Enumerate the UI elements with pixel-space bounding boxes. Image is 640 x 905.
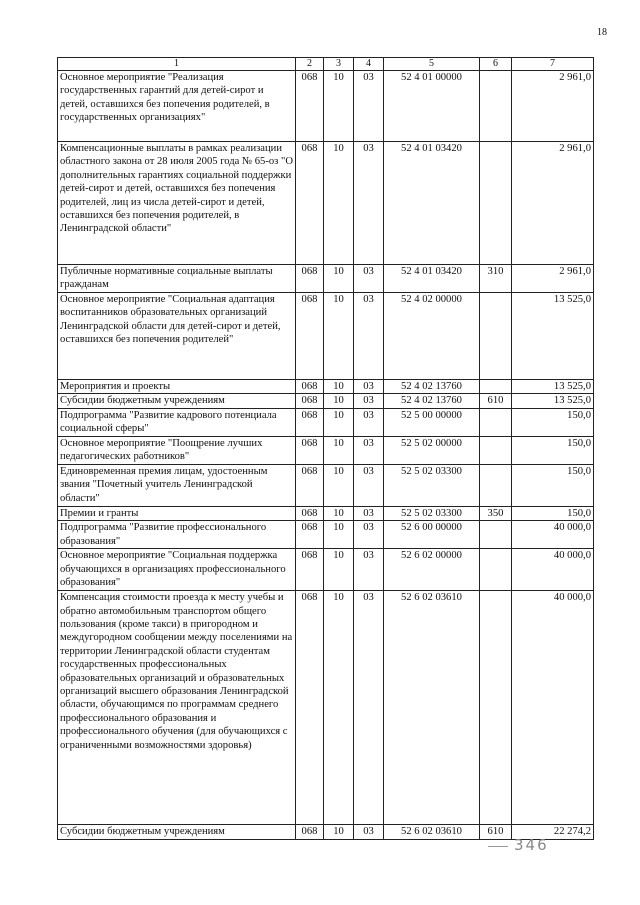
- row-section: 10: [324, 521, 354, 549]
- row-name: Публичные нормативные социальные выплаты гражданам: [58, 265, 296, 293]
- row-section: 10: [324, 380, 354, 394]
- row-amount: 22 274,2: [512, 825, 594, 839]
- row-subsection: 03: [354, 549, 384, 591]
- header-cell: 5: [384, 58, 480, 71]
- row-name: Подпрограмма "Развитие кадрового потенциала социальной сферы": [58, 408, 296, 436]
- budget-table: [57, 57, 594, 840]
- table-row: [58, 591, 594, 825]
- row-amount: 150,0: [512, 464, 594, 506]
- row-section: 10: [324, 408, 354, 436]
- row-ministry: 068: [296, 521, 324, 549]
- row-ministry: 068: [296, 436, 324, 464]
- row-subsection: 03: [354, 71, 384, 142]
- row-ministry: 068: [296, 825, 324, 839]
- row-ministry: 068: [296, 71, 324, 142]
- row-amount: 150,0: [512, 506, 594, 520]
- row-expense-type: [480, 464, 512, 506]
- row-subsection: 03: [354, 436, 384, 464]
- row-target-code: 52 5 02 03300: [384, 506, 480, 520]
- row-amount: 40 000,0: [512, 591, 594, 825]
- row-amount: 2 961,0: [512, 71, 594, 142]
- row-name: Компенсационные выплаты в рамках реализации областного закона от 28 июля 2005 года № 65-оз "О дополнительных гарантиях социальной поддержки детей-сирот и детей, оставшихся без попечения родителей, лиц из числа детей-сирот и детей, оставшихся без попечения родителей, в Ленинградской области": [58, 142, 296, 265]
- stamp-dash: [488, 846, 508, 847]
- row-subsection: 03: [354, 293, 384, 380]
- row-name: Компенсация стоимости проезда к месту учебы и обратно автомобильным транспортом общего пользования (кроме такси) в пригородном и междугородном сообщении между поселениями на территории Ленинградской области студентам государственных профессиональных образовательных организаций и образовательных организаций высшего образования Ленинградской области, обучающимся по программам среднего профессионального образования и профессионального обучения (для обучающихся с ограниченными возможностями здоровья): [58, 591, 296, 825]
- row-target-code: 52 5 00 00000: [384, 408, 480, 436]
- row-name: Основное мероприятие "Социальная адаптация воспитанников образовательных организаций Ленинградской области для детей-сирот и детей, оставшихся без попечения родителей": [58, 293, 296, 380]
- row-section: 10: [324, 293, 354, 380]
- row-subsection: 03: [354, 506, 384, 520]
- row-expense-type: [480, 71, 512, 142]
- row-name: Основное мероприятие "Реализация государственных гарантий для детей-сирот и детей, оставшихся без попечения родителей, в государственных организациях": [58, 71, 296, 142]
- row-target-code: 52 6 02 00000: [384, 549, 480, 591]
- table-row: [58, 71, 594, 142]
- row-ministry: 068: [296, 380, 324, 394]
- header-cell: 3: [324, 58, 354, 71]
- row-target-code: 52 4 01 00000: [384, 71, 480, 142]
- row-expense-type: [480, 436, 512, 464]
- row-section: 10: [324, 825, 354, 839]
- row-ministry: 068: [296, 394, 324, 408]
- row-section: 10: [324, 506, 354, 520]
- row-expense-type: [480, 293, 512, 380]
- row-name: Единовременная премия лицам, удостоенным звания "Почетный учитель Ленинградской области": [58, 464, 296, 506]
- row-expense-type: 350: [480, 506, 512, 520]
- table-row: [58, 436, 594, 464]
- table-row: [58, 380, 594, 394]
- row-expense-type: 310: [480, 265, 512, 293]
- row-expense-type: [480, 408, 512, 436]
- row-target-code: 52 5 02 03300: [384, 464, 480, 506]
- row-expense-type: [480, 380, 512, 394]
- table-row: [58, 464, 594, 506]
- row-amount: 150,0: [512, 408, 594, 436]
- row-ministry: 068: [296, 142, 324, 265]
- row-target-code: 52 4 02 13760: [384, 394, 480, 408]
- header-cell: 7: [512, 58, 594, 71]
- header-cell: 6: [480, 58, 512, 71]
- row-target-code: 52 6 02 03610: [384, 591, 480, 825]
- row-subsection: 03: [354, 380, 384, 394]
- row-amount: 13 525,0: [512, 394, 594, 408]
- table-row: [58, 265, 594, 293]
- table-row: [58, 549, 594, 591]
- header-cell: 2: [296, 58, 324, 71]
- row-amount: 13 525,0: [512, 293, 594, 380]
- row-target-code: 52 4 01 03420: [384, 265, 480, 293]
- table-row: [58, 293, 594, 380]
- row-name: Подпрограмма "Развитие профессионального образования": [58, 521, 296, 549]
- row-subsection: 03: [354, 591, 384, 825]
- row-target-code: 52 6 02 03610: [384, 825, 480, 839]
- row-name: Основное мероприятие "Социальная поддержка обучающихся в организациях профессионального образования": [58, 549, 296, 591]
- row-expense-type: [480, 549, 512, 591]
- table-row: [58, 142, 594, 265]
- row-ministry: 068: [296, 265, 324, 293]
- row-ministry: 068: [296, 293, 324, 380]
- row-name: Мероприятия и проекты: [58, 380, 296, 394]
- row-target-code: 52 4 02 00000: [384, 293, 480, 380]
- row-name: Премии и гранты: [58, 506, 296, 520]
- row-amount: 13 525,0: [512, 380, 594, 394]
- row-section: 10: [324, 591, 354, 825]
- row-target-code: 52 4 01 03420: [384, 142, 480, 265]
- page-number: 18: [597, 27, 607, 38]
- row-amount: 40 000,0: [512, 549, 594, 591]
- row-ministry: 068: [296, 408, 324, 436]
- row-subsection: 03: [354, 825, 384, 839]
- row-target-code: 52 5 02 00000: [384, 436, 480, 464]
- header-cell: 4: [354, 58, 384, 71]
- row-section: 10: [324, 464, 354, 506]
- row-name: Субсидии бюджетным учреждениям: [58, 394, 296, 408]
- row-ministry: 068: [296, 506, 324, 520]
- row-section: 10: [324, 142, 354, 265]
- header-cell: 1: [58, 58, 296, 71]
- row-expense-type: 610: [480, 394, 512, 408]
- row-section: 10: [324, 394, 354, 408]
- row-target-code: 52 6 00 00000: [384, 521, 480, 549]
- row-amount: 2 961,0: [512, 142, 594, 265]
- row-ministry: 068: [296, 549, 324, 591]
- row-amount: 2 961,0: [512, 265, 594, 293]
- row-name: Субсидии бюджетным учреждениям: [58, 825, 296, 839]
- row-subsection: 03: [354, 521, 384, 549]
- row-expense-type: [480, 142, 512, 265]
- row-section: 10: [324, 549, 354, 591]
- row-target-code: 52 4 02 13760: [384, 380, 480, 394]
- row-amount: 150,0: [512, 436, 594, 464]
- table-row: [58, 394, 594, 408]
- row-section: 10: [324, 436, 354, 464]
- row-ministry: 068: [296, 464, 324, 506]
- table-row: [58, 408, 594, 436]
- row-ministry: 068: [296, 591, 324, 825]
- table-row: [58, 521, 594, 549]
- row-name: Основное мероприятие "Поощрение лучших педагогических работников": [58, 436, 296, 464]
- row-section: 10: [324, 265, 354, 293]
- row-expense-type: 610: [480, 825, 512, 839]
- row-subsection: 03: [354, 394, 384, 408]
- row-subsection: 03: [354, 142, 384, 265]
- row-expense-type: [480, 591, 512, 825]
- row-subsection: 03: [354, 408, 384, 436]
- row-subsection: 03: [354, 265, 384, 293]
- row-subsection: 03: [354, 464, 384, 506]
- header-row: [58, 58, 594, 71]
- row-amount: 40 000,0: [512, 521, 594, 549]
- row-expense-type: [480, 521, 512, 549]
- table-row: [58, 506, 594, 520]
- sheet-stamp: 346: [514, 836, 549, 854]
- row-section: 10: [324, 71, 354, 142]
